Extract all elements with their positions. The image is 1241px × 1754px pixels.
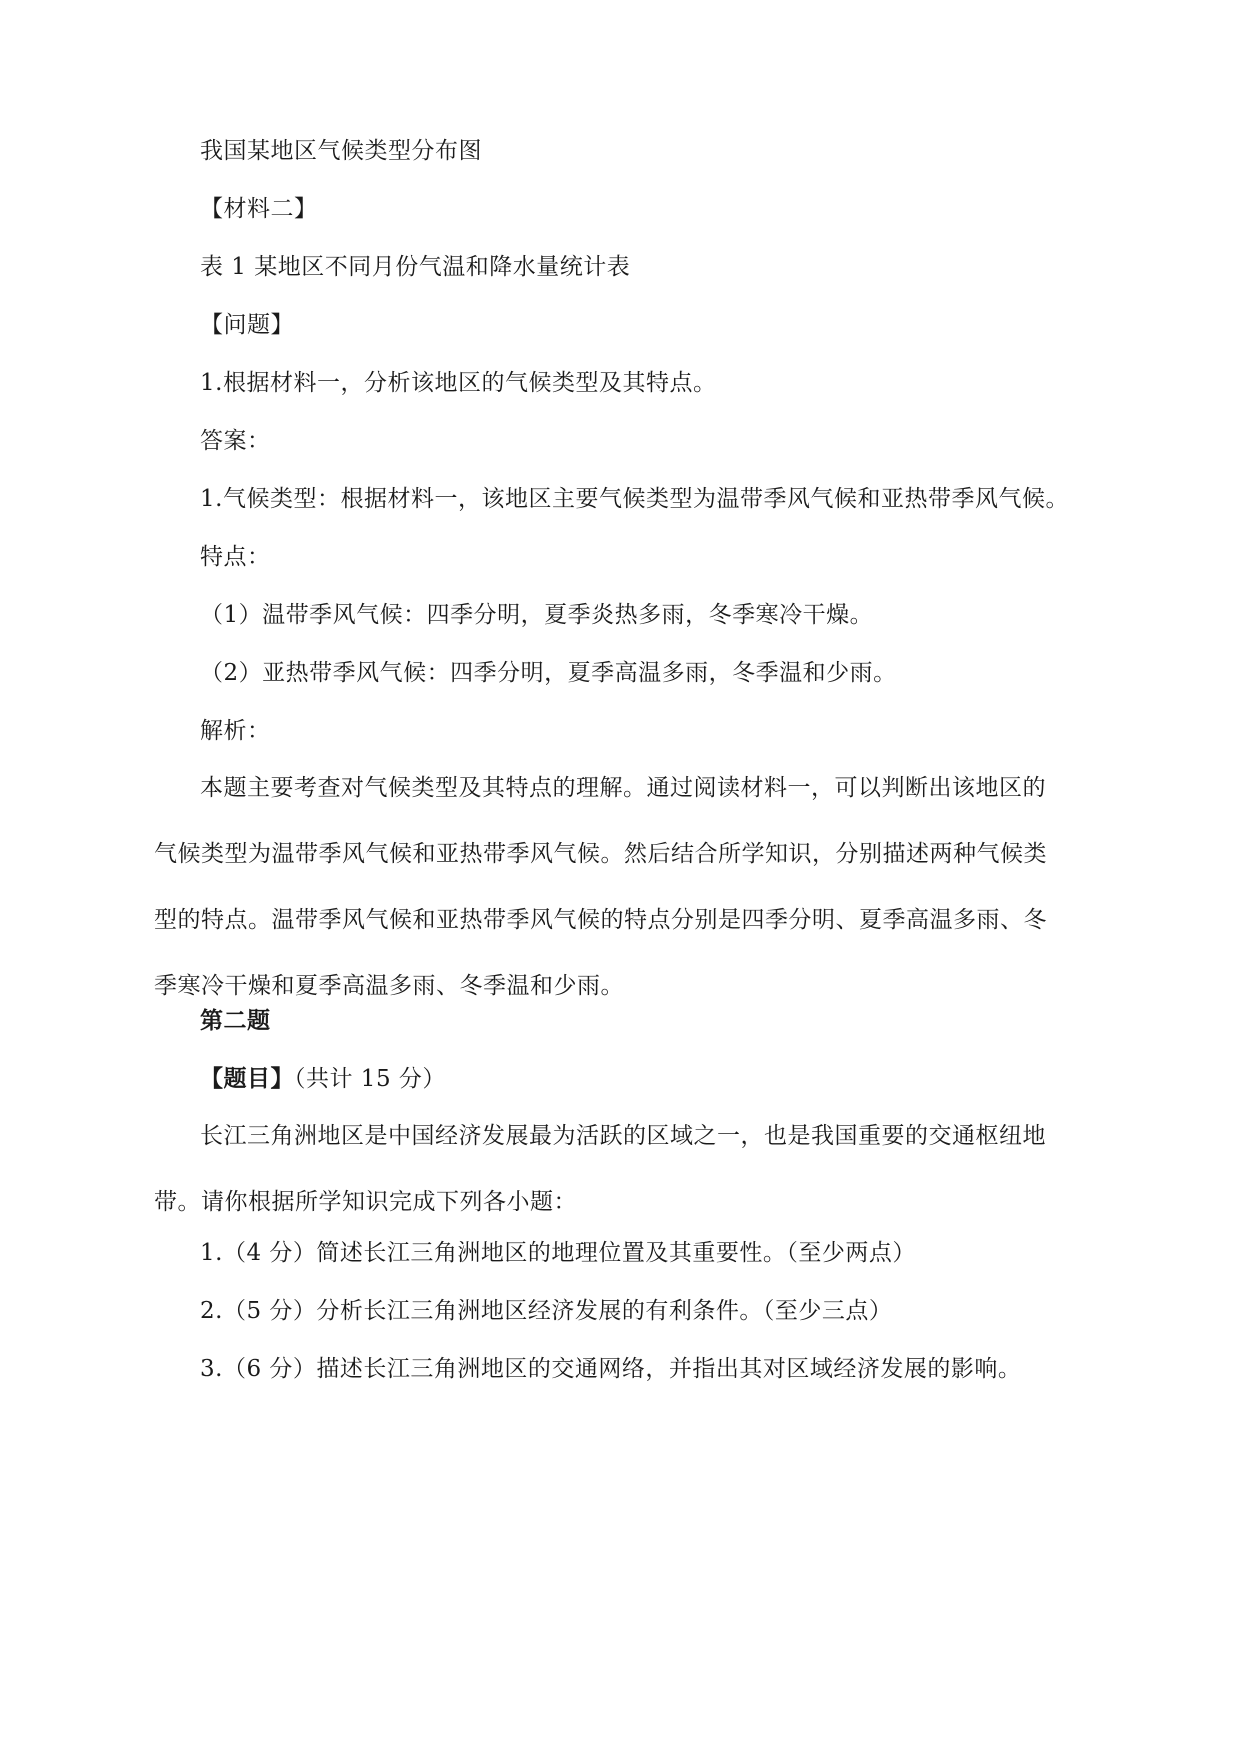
section-title: 第二题 [200,1008,271,1034]
intro-line: 长江三角洲地区是中国经济发展最为活跃的区域之一，也是我国重要的交通枢纽地 [200,1123,1046,1149]
analysis-paragraph [154,755,1100,1019]
sub-question-three: 3.（6 分）描述长江三角洲地区的交通网络，并指出其对区域经济发展的影响。 [200,1356,1022,1382]
question-header-score: （共计 15 分） [294,1066,446,1092]
question-header-label: 【题目】 [200,1066,294,1092]
answer-label: 答案： [200,428,271,454]
material-two-heading: 【材料二】 [200,196,318,222]
intro-paragraph [154,1103,1100,1235]
feature-subtropical-monsoon: （2）亚热带季风气候：四季分明，夏季高温多雨，冬季温和少雨。 [200,660,897,686]
analysis-line: 型的特点。温带季风气候和亚热带季风气候的特点分别是四季分明、夏季高温多雨、冬 [154,907,1047,933]
sub-question-one: 1.（4 分）简述长江三角洲地区的地理位置及其重要性。（至少两点） [200,1240,916,1266]
analysis-line: 气候类型为温带季风气候和亚热带季风气候。然后结合所学知识，分别描述两种气候类 [154,841,1047,867]
map-caption: 我国某地区气候类型分布图 [200,138,482,164]
question-heading: 【问题】 [200,312,294,338]
question-one: 1.根据材料一，分析该地区的气候类型及其特点。 [200,370,717,396]
analysis-label: 解析： [200,718,271,744]
sub-question-two: 2.（5 分）分析长江三角洲地区经济发展的有利条件。（至少三点） [200,1298,893,1324]
question-header [200,1062,1100,1096]
intro-line: 带。请你根据所学知识完成下列各小题： [154,1189,577,1215]
analysis-line: 本题主要考查对气候类型及其特点的理解。通过阅读材料一，可以判断出该地区的 [200,775,1046,801]
table-caption: 表 1 某地区不同月份气温和降水量统计表 [200,254,631,280]
answer-climate-type: 1.气候类型：根据材料一，该地区主要气候类型为温带季风气候和亚热带季风气候。 [200,486,1069,512]
feature-temperate-monsoon: （1）温带季风气候：四季分明，夏季炎热多雨，冬季寒冷干燥。 [200,602,874,628]
analysis-line: 季寒冷干燥和夏季高温多雨、冬季温和少雨。 [154,973,624,999]
features-label: 特点： [200,544,271,570]
